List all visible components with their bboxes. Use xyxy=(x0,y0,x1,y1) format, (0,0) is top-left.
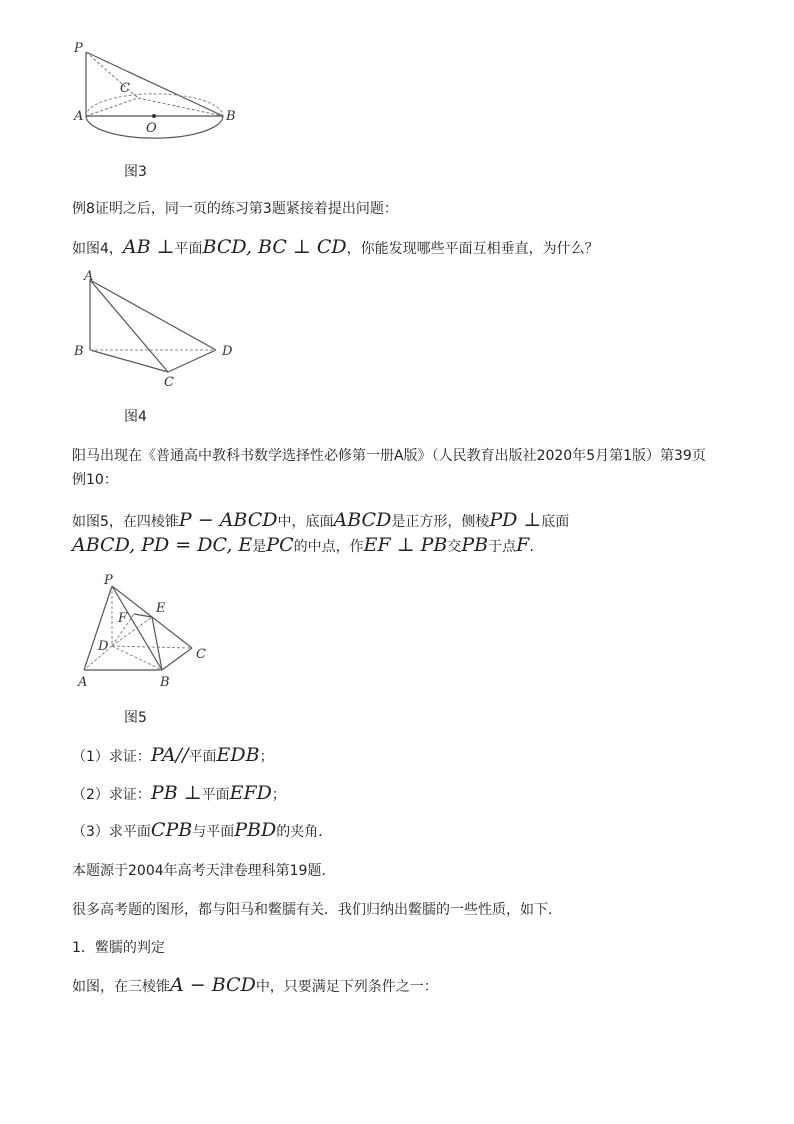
fig5-q-math-6: EF xyxy=(363,534,391,556)
fig3-label-p: P xyxy=(74,41,83,56)
q2-math-1: PB xyxy=(150,782,178,804)
fig4-label-d: D xyxy=(222,344,233,359)
fig5-q-text-2: 是正方形，侧棱 xyxy=(391,514,490,530)
fig5-question-line-1 xyxy=(72,507,569,535)
q1-math-2: EDB xyxy=(216,744,260,766)
fig5-q-math-9: F xyxy=(516,534,530,556)
fig5-q-math-7: PB xyxy=(420,534,448,556)
fig5-q-math-3: PD xyxy=(489,509,518,531)
fig5-label-b: B xyxy=(160,675,170,690)
q3-end: 的夹角． xyxy=(276,824,333,840)
fig4-q-math-3: CD xyxy=(316,236,347,258)
fig5-q-text-4: 是 xyxy=(252,539,267,555)
fig5-q-text-3: 底面 xyxy=(541,514,570,530)
origin-paragraph: 本题源于2004年高考天津卷理科第19题． xyxy=(72,863,336,879)
source-paragraph-line-2: 例10： xyxy=(72,472,118,488)
fig3-label-b: B xyxy=(226,109,236,124)
fig5-q-text-5: 的中点，作 xyxy=(293,539,364,555)
q2-prefix: （2）求证： xyxy=(72,787,151,803)
fig5-question-line-2 xyxy=(72,532,534,560)
fig4-q-prefix: 如图4， xyxy=(72,241,123,257)
figure-5-caption: 图5 xyxy=(124,710,147,726)
fig5-label-d: D xyxy=(98,639,109,654)
fig4-q-math-2: BCD, BC xyxy=(202,236,287,258)
q3-text-1: 与平面 xyxy=(192,824,235,840)
fig3-label-a: A xyxy=(74,109,84,124)
fig5-label-p: P xyxy=(104,573,113,588)
last-end: 中，只要满足下列条件之一： xyxy=(255,979,438,995)
question-2 xyxy=(72,780,286,808)
q3-math-1: CPB xyxy=(150,819,193,841)
q1-text-1: 平面 xyxy=(188,749,217,765)
condition-intro-paragraph xyxy=(72,972,438,1000)
figure-3-caption: 图3 xyxy=(124,164,147,180)
intro-paragraph: 例8证明之后，同一页的练习第3题紧接着提出问题： xyxy=(72,201,398,217)
fig4-label-b: B xyxy=(74,344,84,359)
q3-math-2: PBD xyxy=(234,819,277,841)
fig5-q-math-4: ABCD, PD = DC, E xyxy=(72,534,253,556)
q2-text-1: 平面 xyxy=(201,787,230,803)
fig4-q-suffix: ，你能发现哪些平面互相垂直，为什么？ xyxy=(346,241,599,257)
figure-5 xyxy=(72,570,222,692)
fig5-q-prefix: 如图5，在四棱锥 xyxy=(72,514,179,530)
q2-end: ； xyxy=(271,787,286,803)
fig4-question xyxy=(72,234,599,262)
fig5-label-a: A xyxy=(78,675,88,690)
q1-math-1: PA// xyxy=(150,744,189,766)
fig5-q-math-8: PB xyxy=(461,534,489,556)
fig3-label-o: O xyxy=(146,121,157,136)
q1-end: ； xyxy=(259,749,274,765)
fig5-q-end: . xyxy=(529,539,534,555)
section-heading: 1．鳖臑的判定 xyxy=(72,940,165,956)
fig4-q-perp-2: ⊥ xyxy=(286,236,317,258)
fig5-label-f: F xyxy=(118,611,128,626)
figure-3-diagram xyxy=(70,40,250,140)
fig5-q-math-1: P − ABCD xyxy=(178,509,278,531)
figure-4-caption: 图4 xyxy=(124,409,147,425)
fig4-label-a: A xyxy=(84,269,94,284)
question-3 xyxy=(72,817,332,845)
fig4-q-perp-1: ⊥ xyxy=(150,236,175,258)
fig5-label-e: E xyxy=(156,601,166,616)
q1-prefix: （1）求证： xyxy=(72,749,151,765)
last-math-1: A − BCD xyxy=(170,974,256,996)
fig4-q-text-1: 平面 xyxy=(174,241,203,257)
fig5-q-perp-1: ⊥ xyxy=(517,509,542,531)
q3-prefix: （3）求平面 xyxy=(72,824,151,840)
fig5-label-c: C xyxy=(196,647,206,662)
properties-intro-paragraph: 很多高考题的图形，都与阳马和鳖臑有关．我们归纳出鳖臑的一些性质，如下． xyxy=(72,902,562,918)
fig4-label-c: C xyxy=(164,375,174,390)
q2-perp: ⊥ xyxy=(177,782,202,804)
fig5-q-math-2: ABCD xyxy=(333,509,392,531)
figure-4 xyxy=(70,268,250,392)
figure-5-diagram xyxy=(72,570,222,692)
fig5-q-math-5: PC xyxy=(266,534,294,556)
q2-math-2: EFD xyxy=(229,782,272,804)
fig4-q-math-1: AB xyxy=(122,236,151,258)
fig5-q-text-1: 中，底面 xyxy=(277,514,334,530)
figure-3 xyxy=(70,40,250,140)
figure-4-diagram xyxy=(70,268,250,392)
fig3-label-c: C xyxy=(120,81,130,96)
fig5-q-text-7: 于点 xyxy=(488,539,517,555)
fig5-q-perp-2: ⊥ xyxy=(390,534,421,556)
question-1 xyxy=(72,742,274,770)
fig5-q-text-6: 交 xyxy=(447,539,462,555)
last-prefix: 如图，在三棱锥 xyxy=(72,979,170,995)
source-paragraph-line-1: 阳马出现在《普通高中教科书数学选择性必修第一册A版》（人民教育出版社2020年5月第1版）第39页 xyxy=(72,448,706,464)
